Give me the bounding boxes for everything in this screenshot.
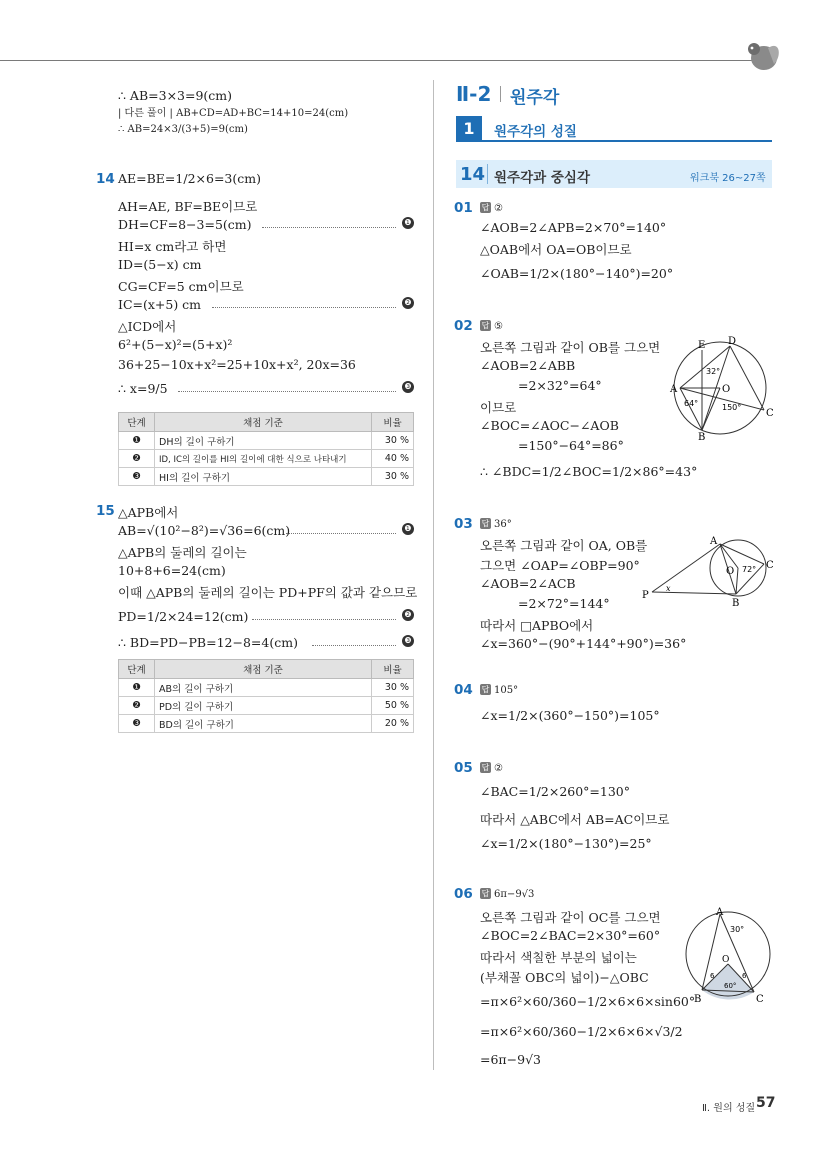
problem-04-answer: 답 105° <box>481 685 519 696</box>
p03-line: =2×72°=144° <box>518 596 610 611</box>
problem-02-number: 02 <box>454 318 473 334</box>
problem-03-number: 03 <box>454 516 473 532</box>
table-header: 비율 <box>372 660 414 679</box>
p05-line: ∠BAC=1/2×260°=130° <box>480 784 631 799</box>
p06-line: =π×6²×60/360−1/2×6×6×sin60° <box>480 994 696 1009</box>
leader-dots <box>252 619 396 620</box>
step-marker: ❸ <box>402 635 414 647</box>
p15-line: AB=√(10²−8²)=√36=6(cm) <box>118 523 291 538</box>
problem-01-number: 01 <box>454 200 473 216</box>
angle-label: 150° <box>722 403 742 412</box>
p02-line: =2×32°=64° <box>518 378 602 393</box>
p15-line: △APB의 둘레의 길이는 <box>118 545 247 560</box>
angle-label: 72° <box>742 565 757 574</box>
problem-15-number: 15 <box>96 503 115 519</box>
point-label: A <box>670 384 678 395</box>
p06-line: ∠BOC=2∠BAC=2×30°=60° <box>480 928 661 943</box>
p04-line: ∠x=1/2×(360°−150°)=105° <box>480 708 660 723</box>
section-title: 원주각의 성질 <box>494 124 577 140</box>
table-cell: 20 % <box>372 715 414 733</box>
problem-05-answer: 답 ② <box>481 763 503 774</box>
table-row <box>119 432 414 450</box>
p14-line: 36+25−10x+x²=25+10x+x², 20x=36 <box>118 357 356 372</box>
section-number: 1 <box>456 116 482 142</box>
table-cell: BD의 길이 구하기 <box>155 715 372 733</box>
p02-line: ∴ ∠BDC=1/2∠BOC=1/2×86°=43° <box>480 464 698 479</box>
point-label: C <box>756 994 764 1005</box>
table-cell: 30 % <box>372 679 414 697</box>
table-cell: 30 % <box>372 432 414 450</box>
p06-line: (부채꼴 OBC의 넓이)−△OBC <box>480 970 649 985</box>
grading-table-15 <box>118 659 414 733</box>
problem-05-number: 05 <box>454 760 473 776</box>
table-header: 채점 기준 <box>155 660 372 679</box>
p02-line: 이므로 <box>480 400 517 415</box>
p02-line: =150°−64°=86° <box>518 438 624 453</box>
point-label: B <box>732 598 740 609</box>
figure-02 <box>668 334 780 444</box>
subsection-title: 원주각과 중심각 <box>494 170 590 186</box>
p06-line: =π×6²×60/360−1/2×6×6×√3/2 <box>480 1024 683 1039</box>
table-header: 채점 기준 <box>155 413 372 432</box>
table-row <box>119 450 414 468</box>
p14-line: AH=AE, BF=BE이므로 <box>118 199 258 214</box>
p02-line: ∠BOC=∠AOC−∠AOB <box>480 418 619 433</box>
table-cell: HI의 길이 구하기 <box>155 468 372 486</box>
point-label: O <box>726 566 735 577</box>
answer-text: ② <box>494 763 503 774</box>
p06-line: 따라서 색칠한 부분의 넓이는 <box>480 950 637 965</box>
answer-text: ② <box>494 203 503 214</box>
p14-line: 6²+(5−x)²=(5+x)² <box>118 337 233 352</box>
p05-line: ∠x=1/2×(180°−130°)=25° <box>480 836 652 851</box>
problem-01-answer: 답 ② <box>481 203 503 214</box>
angle-label: 32° <box>706 367 721 376</box>
step-marker: ❷ <box>402 297 414 309</box>
chapter-title: 원주각 <box>510 88 560 108</box>
p03-line: 따라서 □APBO에서 <box>480 618 594 633</box>
workbook-ref: 워크북 26~27쪽 <box>690 173 766 184</box>
angle-label: 30° <box>730 925 745 934</box>
p03-line: ∠x=360°−(90°+144°+90°)=36° <box>480 636 687 651</box>
point-label: C <box>766 560 774 571</box>
point-label: E <box>698 340 706 351</box>
p03-line: 오른쪽 그림과 같이 OA, OB를 <box>480 538 648 553</box>
step-marker: ❷ <box>402 609 414 621</box>
grading-table-14 <box>118 412 414 486</box>
segment <box>736 568 738 594</box>
table-header: 비율 <box>372 413 414 432</box>
subsection-number: 14 <box>460 164 486 185</box>
length-label: 6 <box>710 972 715 980</box>
p01-line: ∠OAB=1/2×(180°−140°)=20° <box>480 266 674 281</box>
point-label: D <box>728 336 737 347</box>
angle-label: 64° <box>684 399 699 408</box>
answer-text: 6π−9√3 <box>494 889 535 900</box>
p14-line: AE=BE=1/2×6=3(cm) <box>118 171 261 186</box>
leader-dots <box>262 227 396 228</box>
left-top-line-3: ∴ AB=24×3/(3+5)=9(cm) <box>118 124 248 135</box>
p14-line: HI=x cm라고 하면 <box>118 239 227 254</box>
table-cell: 50 % <box>372 697 414 715</box>
table-cell: ❶ <box>119 679 155 697</box>
point-label: A <box>710 536 718 547</box>
table-cell: DH의 길이 구하기 <box>155 432 372 450</box>
table-cell: 40 % <box>372 450 414 468</box>
p15-line: 이때 △APB의 둘레의 길이는 PD+PF의 값과 같으므로 <box>118 585 418 600</box>
angle-label: 60° <box>724 982 737 990</box>
leader-dots <box>212 307 396 308</box>
problem-14-number: 14 <box>96 171 115 187</box>
table-header: 단계 <box>119 660 155 679</box>
p01-line: △OAB에서 OA=OB이므로 <box>480 242 632 257</box>
p14-line: CG=CF=5 cm이므로 <box>118 279 244 294</box>
leader-dots <box>178 391 396 392</box>
p05-line: 따라서 △ABC에서 AB=AC이므로 <box>480 812 670 827</box>
answer-text: 36° <box>494 519 512 530</box>
table-cell: PD의 길이 구하기 <box>155 697 372 715</box>
table-row <box>119 697 414 715</box>
table-cell: AB의 길이 구하기 <box>155 679 372 697</box>
p14-line: ∴ x=9/5 <box>118 381 168 396</box>
step-marker: ❶ <box>402 217 414 229</box>
squirrel-icon <box>742 36 782 76</box>
p03-line: ∠AOB=2∠ACB <box>480 576 576 591</box>
problem-03-answer: 답 36° <box>481 519 512 530</box>
point-label: O <box>722 955 730 965</box>
table-header: 단계 <box>119 413 155 432</box>
chapter-separator <box>500 86 501 102</box>
point-label: P <box>642 590 649 601</box>
table-cell: ❶ <box>119 432 155 450</box>
p01-line: ∠AOB=2∠APB=2×70°=140° <box>480 220 667 235</box>
header-rule <box>0 60 760 61</box>
table-cell: ❸ <box>119 468 155 486</box>
p15-line: PD=1/2×24=12(cm) <box>118 609 249 624</box>
subsection-separator <box>487 164 488 184</box>
leader-dots <box>312 645 396 646</box>
footer-chapter-label: Ⅱ. 원의 성질 <box>702 1103 756 1114</box>
p15-line: ∴ BD=PD−PB=12−8=4(cm) <box>118 635 298 650</box>
left-top-line-2: | 다른 풀이 | AB+CD=AD+BC=14+10=24(cm) <box>118 108 349 119</box>
figure-03 <box>640 532 776 610</box>
p06-line: 오른쪽 그림과 같이 OC를 그으면 <box>480 910 661 925</box>
point-label: A <box>716 907 724 918</box>
point-label: B <box>698 432 706 443</box>
chapter-code: Ⅱ-2 <box>456 82 492 106</box>
p15-line: △APB에서 <box>118 505 179 520</box>
p14-line: DH=CF=8−3=5(cm) <box>118 217 252 232</box>
answer-text: ⑤ <box>494 321 503 332</box>
problem-06-number: 06 <box>454 886 473 902</box>
p14-line: IC=(x+5) cm <box>118 297 202 312</box>
left-top-line-1: ∴ AB=3×3=9(cm) <box>118 88 233 103</box>
point-label: B <box>694 994 702 1005</box>
table-cell: 30 % <box>372 468 414 486</box>
figure-06 <box>680 906 780 1008</box>
table-row <box>119 468 414 486</box>
leader-dots <box>286 533 396 534</box>
step-marker: ❶ <box>402 523 414 535</box>
angle-label: x <box>666 584 671 593</box>
table-row <box>119 679 414 697</box>
answer-text: 105° <box>494 685 519 696</box>
problem-04-number: 04 <box>454 682 473 698</box>
point-label: O <box>722 384 731 395</box>
p14-line: △ICD에서 <box>118 319 177 334</box>
table-cell: ❸ <box>119 715 155 733</box>
page-number: 57 <box>756 1095 776 1111</box>
step-marker: ❸ <box>402 381 414 393</box>
segment <box>720 544 764 564</box>
point-label: C <box>766 408 774 419</box>
p14-line: ID=(5−x) cm <box>118 257 202 272</box>
table-row <box>119 715 414 733</box>
p15-line: 10+8+6=24(cm) <box>118 563 226 578</box>
problem-02-answer: 답 ⑤ <box>481 321 503 332</box>
p02-line: 오른쪽 그림과 같이 OB를 그으면 <box>480 340 661 355</box>
p02-line: ∠AOB=2∠ABB <box>480 358 576 373</box>
table-cell: ID, IC의 길이를 HI의 길이에 대한 식으로 나타내기 <box>155 450 372 468</box>
length-label: 6 <box>742 972 747 980</box>
column-divider <box>433 80 434 1070</box>
p03-line: 그으면 ∠OAP=∠OBP=90° <box>480 558 640 573</box>
table-cell: ❷ <box>119 697 155 715</box>
segment <box>730 346 764 410</box>
p06-line: =6π−9√3 <box>480 1052 541 1067</box>
table-cell: ❷ <box>119 450 155 468</box>
problem-06-answer: 답 6π−9√3 <box>481 889 535 900</box>
